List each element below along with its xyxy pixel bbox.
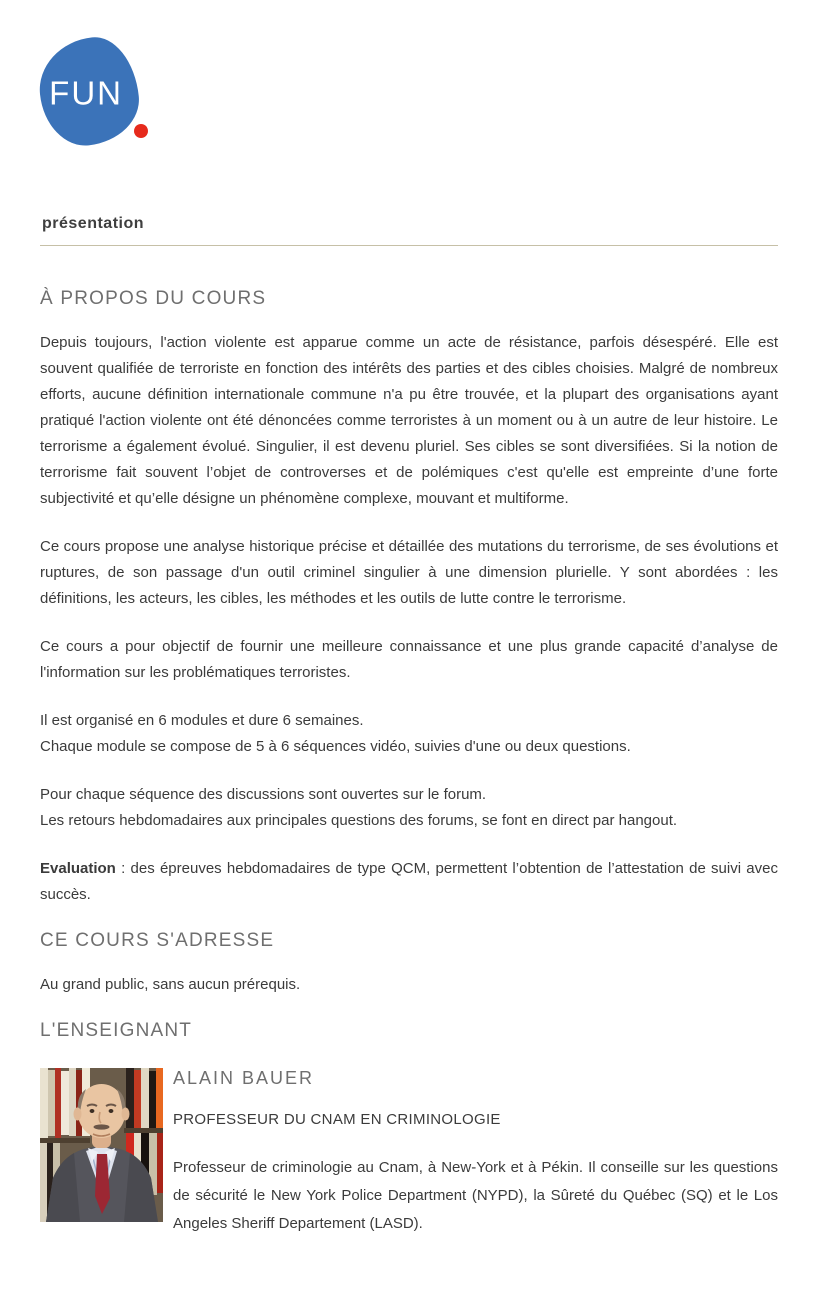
teacher-heading: L'ENSEIGNANT [40, 1020, 193, 1041]
instructor-photo-illustration [40, 1068, 163, 1222]
logo-red-dot [134, 124, 148, 138]
teacher-name: ALAIN BAUER [173, 1068, 315, 1088]
evaluation-text: : des épreuves hebdomadaires de type QCM, permettent l’obtention de l’attestation de suivi avec succès. [40, 860, 778, 903]
about-paragraph-2: Ce cours propose une analyse historique précise et détaillée des mutations du terrorisme, de ses évolutions et ruptures, de son passage d'un outil criminel singulier à une dimension plurielle. Y sont abordées : les définitions, les acteurs, les cibles, les méthodes et les outils de lutte contre le terrorisme. [40, 538, 778, 607]
section-about [40, 288, 778, 908]
teacher-title: PROFESSEUR DU CNAM EN CRIMINOLOGIE [173, 1111, 501, 1128]
about-paragraph-5 [40, 782, 778, 834]
about-p4-line2: Chaque module se compose de 5 à 6 séquences vidéo, suivies d'une ou deux questions. [40, 738, 631, 755]
about-paragraph-evaluation [40, 856, 778, 908]
about-p4-line1: Il est organisé en 6 modules et dure 6 semaines. [40, 712, 364, 729]
instructor-photo [40, 1068, 163, 1222]
audience-heading: CE COURS S'ADRESSE [40, 930, 275, 951]
fun-logo[interactable] [40, 38, 160, 145]
teacher-bio: Professeur de criminologie au Cnam, à New-York et à Pékin. Il conseille sur les questions de sécurité le New York Police Department (NYPD), la Sûreté du Québec (SQ) et le Los Angeles Sheriff Departement (LASD). [173, 1159, 778, 1232]
logo-text: FUN [49, 73, 124, 111]
teacher-block [40, 1068, 778, 1238]
tab-presentation[interactable]: présentation [42, 215, 145, 232]
evaluation-label: Evaluation [40, 860, 116, 877]
logo-blob-shape [35, 33, 144, 150]
audience-text: Au grand public, sans aucun prérequis. [40, 976, 301, 993]
about-paragraph-1: Depuis toujours, l'action violente est apparue comme un acte de résistance, parfois désespéré. Elle est souvent qualifiée de terroriste en fonction des intérêts des parties et des cibles choisies. Malgré de nombreux efforts, aucune définition internationale commune n'a pu être trouvée, et la plupart des organisations ayant pratiqué l'action violente ont été dénoncées comme terroristes à un moment ou à un autre de leur histoire. Le terrorisme a également évolué. Singulier, il est devenu pluriel. Ses cibles se sont diversifiées. Si la notion de terrorisme fait souvent l’objet de controverses et de polémiques c'est qu'elle est empreinte d’une forte subjectivité et qu’elle désigne un phénomène complexe, mouvant et multiforme. [40, 334, 778, 507]
about-heading: À PROPOS DU COURS [40, 288, 267, 309]
about-paragraph-3: Ce cours a pour objectif de fournir une meilleure connaissance et une plus grande capacité d’analyse de l'information sur les problématiques terroristes. [40, 638, 778, 681]
about-paragraph-4 [40, 708, 778, 760]
about-p5-line2: Les retours hebdomadaires aux principales questions des forums, se font en direct par hangout. [40, 812, 678, 829]
section-audience [40, 930, 778, 998]
tab-divider [40, 245, 778, 246]
teacher-info [173, 1068, 778, 1238]
about-p5-line1: Pour chaque séquence des discussions sont ouvertes sur le forum. [40, 786, 487, 803]
section-teacher [40, 1020, 778, 1238]
